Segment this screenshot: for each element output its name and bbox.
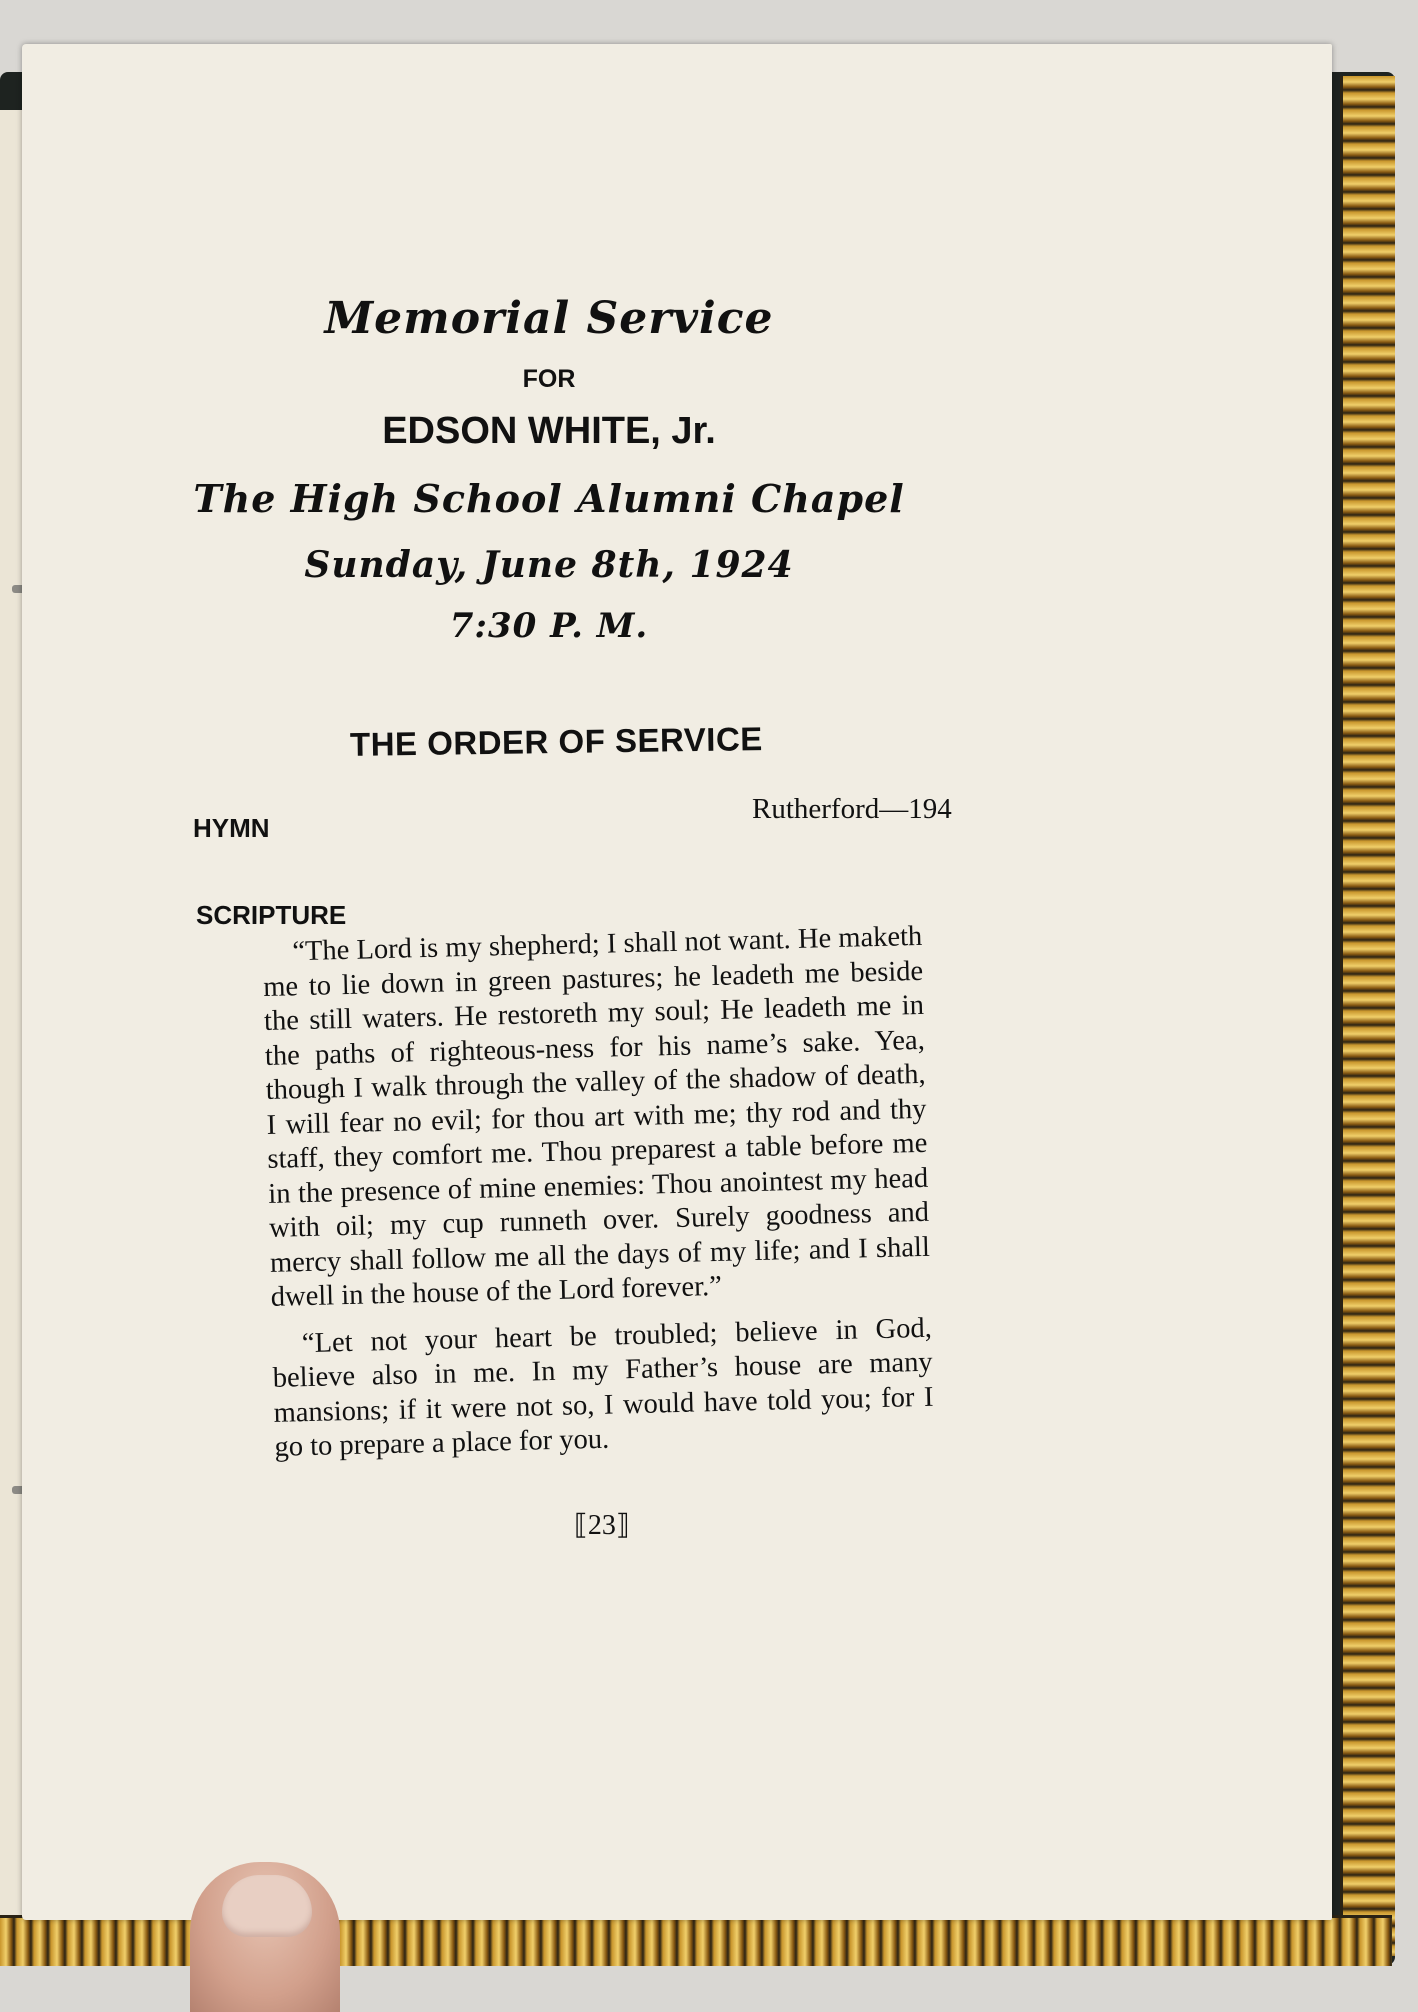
service-date: Sunday, June 8th, 1924 [304,544,794,586]
scripture-paragraph: “The Lord is my shepherd; I shall not want. He maketh me to lie down in green pastures; he leadeth me beside the still waters. He restoreth my soul; He leadeth me in the paths of righteous-ness for his name’s sake. Yea, though I walk through the valley of the shadow of death, I will fear no evil; for thou art with me; thy rod and thy staff, they comfort me. Thou preparest a table before me in the presence of mine enemies: Thou anointest my head with oil; my cup runneth over. Surely goodness and mercy shall follow me all the days of my life; and I shall dwell in the house of the Lord forever.” [262,920,931,1313]
scripture-label: SCRIPTURE [196,900,347,930]
for-label: FOR [522,365,576,393]
order-of-service-heading: THE ORDER OF SERVICE [349,720,764,763]
venue: The High School Alumni Chapel [193,476,905,521]
page-number: ⟦23⟧ [574,1510,630,1541]
thumbnail-fingernail [222,1875,312,1937]
gilt-border-right [1340,76,1395,1956]
honoree-name: EDSON WHITE, Jr. [382,410,716,452]
scripture-paragraph: “Let not your heart be troubled; believe in God, believe also in me. In my Father’s house are many mansions; if it were not so, I would have told you; for I go to prepare a place for you. [272,1312,934,1463]
scripture-text [262,920,935,1477]
hymn-label: HYMN [193,813,270,843]
service-time: 7:30 P. M. [449,606,649,646]
service-title: Memorial Service [324,293,774,344]
hymn-value: Rutherford—194 [752,793,952,825]
